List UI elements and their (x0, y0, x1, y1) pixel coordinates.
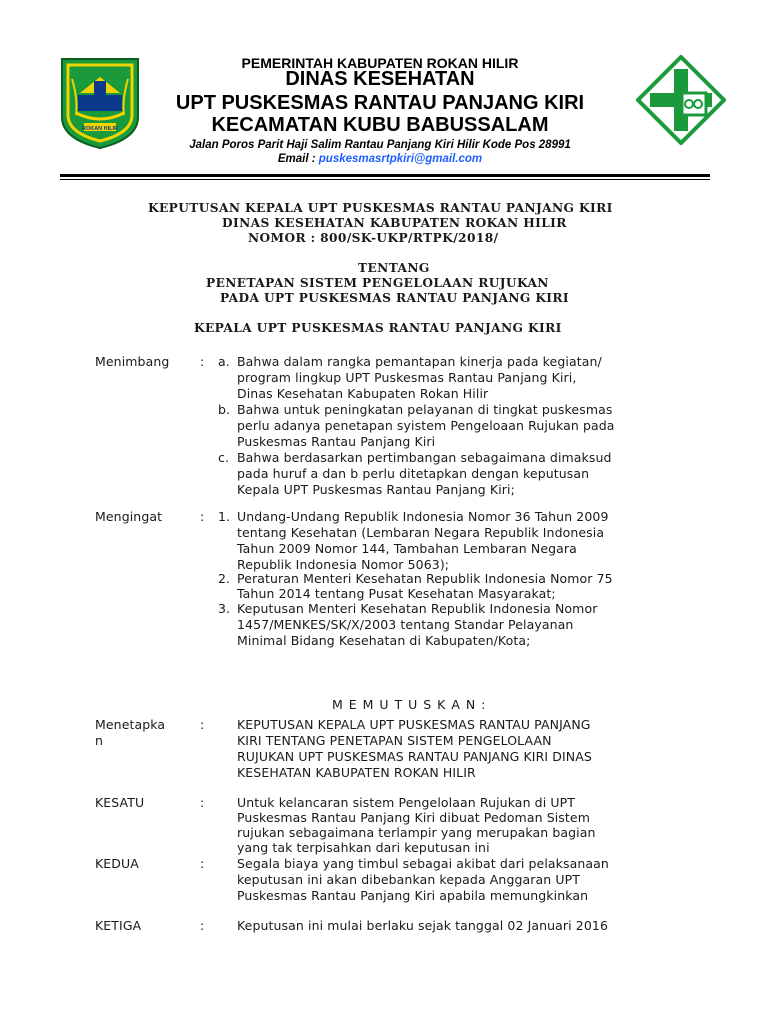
ketiga-line: Keputusan ini mulai berlaku sejak tanggal 02 Januari 2016 (237, 918, 609, 933)
menimbang-c-line: Bahwa berdasarkan pertimbangan sebagaimana dimaksud (237, 450, 612, 465)
mengingat-3-mark: 3. (218, 601, 231, 616)
kedua-line: keputusan ini akan dibebankan kepada Anggaran UPT (237, 872, 580, 887)
mengingat-3-line: 1457/MENKES/SK/X/2003 tentang Standar Pelayanan (237, 617, 574, 632)
decree-title-line-1: KEPUTUSAN KEPALA UPT PUSKESMAS RANTAU PANJANG KIRI (148, 201, 613, 215)
menetapkan-line: KESEHATAN KABUPATEN ROKAN HILIR (237, 765, 476, 780)
header-government: PEMERINTAH KABUPATEN ROKAN HILIR (241, 55, 519, 71)
header-agency: DINAS KESEHATAN (285, 68, 475, 90)
kesatu-label: KESATU (95, 795, 145, 810)
menimbang-b-line: Puskesmas Rantau Panjang Kiri (237, 434, 436, 449)
mengingat-1-line: Undang-Undang Republik Indonesia Nomor 36 Tahun 2009 (237, 509, 609, 524)
right-logo (636, 55, 726, 145)
ketiga-label: KETIGA (95, 918, 142, 933)
left-logo (58, 55, 142, 151)
issuer-heading: KEPALA UPT PUSKESMAS RANTAU PANJANG KIRI (194, 321, 562, 335)
kesatu-line: yang tak terpisahkan dari keputusan ini (237, 840, 490, 855)
decree-title-line-2: DINAS KESEHATAN KABUPATEN ROKAN HILIR (222, 216, 567, 230)
menimbang-b-line: Bahwa untuk peningkatan pelayanan di tingkat puskesmas (237, 402, 613, 417)
memutuskan-heading: M E M U T U S K A N : (332, 697, 487, 712)
menimbang-a-mark: a. (218, 354, 230, 369)
left-logo-text: ROKAN HILIR (81, 126, 119, 132)
mengingat-3-line: Minimal Bidang Kesehatan di Kabupaten/Kota; (237, 633, 531, 648)
kesatu-line: Untuk kelancaran sistem Pengelolaan Rujukan di UPT (237, 795, 575, 810)
kesatu-line: Puskesmas Rantau Panjang Kiri dibuat Pedoman Sistem (237, 810, 590, 825)
kesatu-colon: : (200, 795, 205, 810)
menetapkan-line: RUJUKAN UPT PUSKESMAS RANTAU PANJANG KIRI DINAS (237, 749, 592, 764)
header-address: Jalan Poros Parit Haji Salim Rantau Panjang Kiri Hilir Kode Pos 28991 (189, 139, 571, 151)
kedua-colon: : (200, 856, 205, 871)
mengingat-1-line: Tahun 2009 Nomor 144, Tambahan Lembaran Negara (237, 541, 577, 556)
menimbang-c-mark: c. (218, 450, 230, 465)
menimbang-a-line: program lingkup UPT Puskesmas Rantau Panjang Kiri, (237, 370, 577, 385)
ketiga-colon: : (200, 918, 205, 933)
menimbang-c-line: Kepala UPT Puskesmas Rantau Panjang Kiri; (237, 482, 515, 497)
subject-line-1: PENETAPAN SISTEM PENGELOLAAN RUJUKAN (206, 276, 549, 290)
menetapkan-line: KIRI TENTANG PENETAPAN SISTEM PENGELOLAAN (237, 733, 552, 748)
menimbang-b-line: perlu adanya penetapan syistem Pengeloaan Rujukan pada (237, 418, 615, 433)
mengingat-1-line: tentang Kesehatan (Lembaran Negara Republik Indonesia (237, 525, 605, 540)
menimbang-colon: : (200, 354, 205, 369)
mengingat-2-line: Peraturan Menteri Kesehatan Republik Indonesia Nomor 75 (237, 571, 613, 586)
mengingat-1-mark: 1. (218, 509, 231, 524)
kesatu-line: rujukan sebagaimana terlampir yang merupakan bagian (237, 825, 596, 840)
menimbang-c-line: pada huruf a dan b perlu ditetapkan dengan keputusan (237, 466, 590, 481)
kedua-line: Puskesmas Rantau Panjang Kiri apabila memungkinkan (237, 888, 589, 903)
menimbang-a-line: Dinas Kesehatan Kabupaten Rokan Hilir (237, 386, 489, 401)
decree-number: NOMOR : 800/SK-UKP/RTPK/2018/ (248, 231, 499, 245)
menetapkan-colon: : (200, 717, 205, 732)
menetapkan-line: KEPUTUSAN KEPALA UPT PUSKESMAS RANTAU PANJANG (237, 717, 591, 732)
menimbang-b-mark: b. (218, 402, 231, 417)
kedua-label: KEDUA (95, 856, 139, 871)
letterhead-rule-thick (60, 174, 710, 177)
menetapkan-label-line: n (95, 733, 104, 748)
puskesmas-cross-logo-icon (636, 55, 726, 145)
mengingat-2-mark: 2. (218, 571, 231, 586)
header-district: KECAMATAN KUBU BABUSSALAM (211, 114, 549, 136)
menimbang-a-line: Bahwa dalam rangka pemantapan kinerja pada kegiatan/ (237, 354, 602, 369)
menimbang-label: Menimbang (95, 354, 170, 369)
mengingat-2-line: Tahun 2014 tentang Pusat Kesehatan Masyarakat; (237, 586, 556, 601)
subject-line-2: PADA UPT PUSKESMAS RANTAU PANJANG KIRI (220, 291, 570, 305)
header-institution: UPT PUSKESMAS RANTAU PANJANG KIRI (175, 92, 585, 114)
email-link[interactable]: puskesmasrtpkiri@gmail.com (318, 153, 483, 165)
email-label: Email : (277, 153, 319, 165)
mengingat-label: Mengingat (95, 509, 163, 524)
mengingat-1-line: Republik Indonesia Nomor 5063); (237, 557, 450, 572)
kedua-line: Segala biaya yang timbul sebagai akibat dari pelaksanaan (237, 856, 609, 871)
regency-emblem-icon (58, 55, 142, 151)
header-email-line (150, 153, 610, 165)
mengingat-3-line: Keputusan Menteri Kesehatan Republik Indonesia Nomor (237, 601, 598, 616)
mengingat-colon: : (200, 509, 205, 524)
menetapkan-label-line: Menetapka (95, 717, 166, 732)
about-label: TENTANG (358, 261, 430, 275)
letterhead-rule-thin (60, 179, 710, 180)
